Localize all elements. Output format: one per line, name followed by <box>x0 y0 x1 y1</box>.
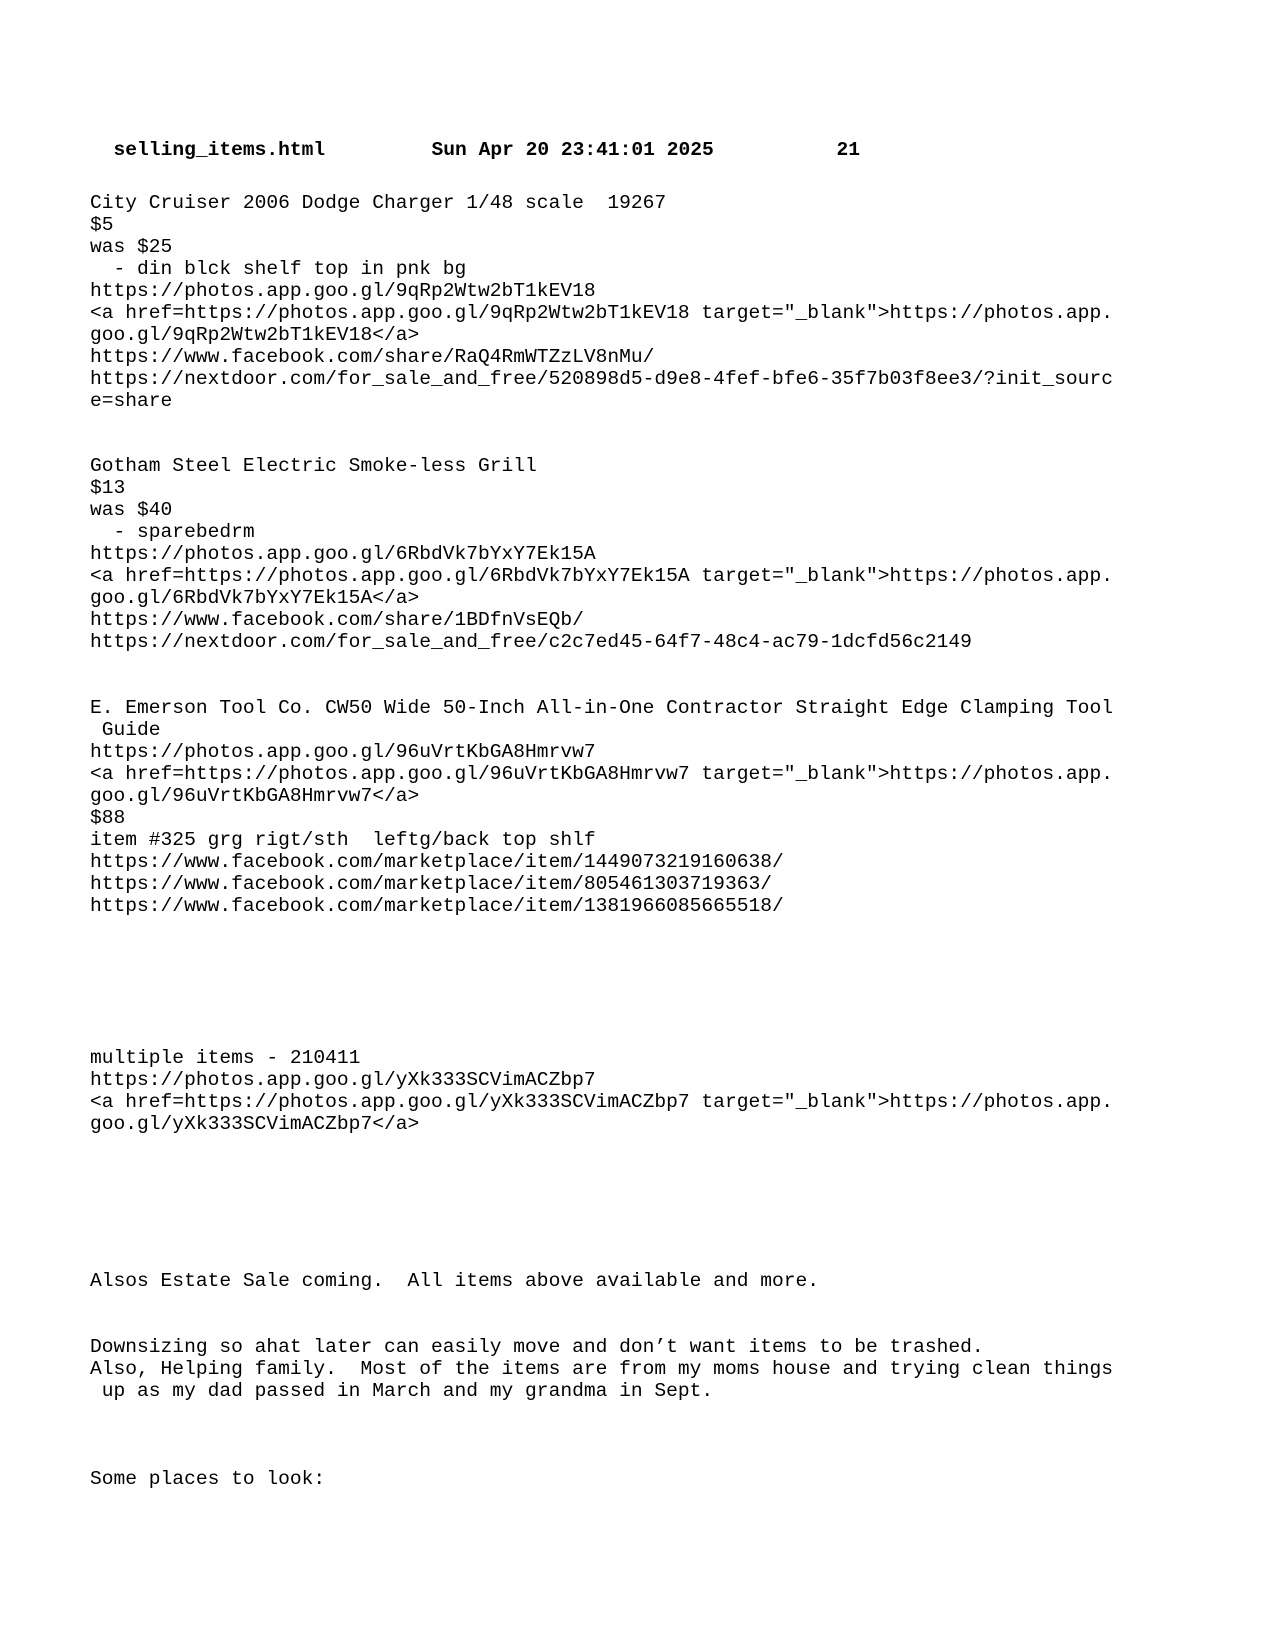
item-anchor-tag-cont: goo.gl/yXk333SCVimACZbp7</a> <box>90 1113 420 1135</box>
family-note: Also, Helping family. Most of the items are from my moms house and trying clean things <box>90 1358 1113 1380</box>
item-marketplace-url: https://www.facebook.com/marketplace/item/805461303719363/ <box>90 873 772 895</box>
item-anchor-tag: <a href=https://photos.app.goo.gl/9qRp2Wtw2bT1kEV18 target="_blank">https://photos.app. <box>90 302 1113 324</box>
item-marketplace-url: https://www.facebook.com/marketplace/item/1449073219160638/ <box>90 851 784 873</box>
item-nextdoor-url-cont: e=share <box>90 390 173 412</box>
item-location-note: - din blck shelf top in pnk bg <box>90 258 467 280</box>
item-location-note: item #325 grg rigt/sth leftg/back top shlf <box>90 829 596 851</box>
item-anchor-tag: <a href=https://photos.app.goo.gl/96uVrtKbGA8Hmrvw7 target="_blank">https://photos.app. <box>90 763 1113 785</box>
family-note-cont: up as my dad passed in March and my grandma in Sept. <box>90 1380 714 1402</box>
item-title: City Cruiser 2006 Dodge Charger 1/48 scale 19267 <box>90 192 667 214</box>
item-photo-url: https://photos.app.goo.gl/9qRp2Wtw2bT1kEV18 <box>90 280 596 302</box>
item-price: $88 <box>90 807 126 829</box>
item-photo-url: https://photos.app.goo.gl/yXk333SCVimACZbp7 <box>90 1069 596 1091</box>
header-page-number: 21 <box>836 139 861 161</box>
item-nextdoor-url: https://nextdoor.com/for_sale_and_free/c2c7ed45-64f7-48c4-ac79-1dcfd56c2149 <box>90 631 972 653</box>
item-anchor-tag: <a href=https://photos.app.goo.gl/6RbdVk7bYxY7Ek15A target="_blank">https://photos.app. <box>90 565 1113 587</box>
item-price: $5 <box>90 214 114 236</box>
item-price: $13 <box>90 477 126 499</box>
item-anchor-tag-cont: goo.gl/96uVrtKbGA8Hmrvw7</a> <box>90 785 420 807</box>
item-title: E. Emerson Tool Co. CW50 Wide 50-Inch All-in-One Contractor Straight Edge Clamping Tool <box>90 697 1113 719</box>
item-marketplace-url: https://www.facebook.com/marketplace/item/1381966085665518/ <box>90 895 784 917</box>
item-nextdoor-url: https://nextdoor.com/for_sale_and_free/520898d5-d9e8-4fef-bfe6-35f7b03f8ee3/?init_sourc <box>90 368 1113 390</box>
estate-sale-note: Alsos Estate Sale coming. All items above available and more. <box>90 1270 820 1292</box>
item-was-price: was $40 <box>90 499 173 521</box>
header-filename: selling_items.html <box>113 139 326 161</box>
page-header <box>90 116 860 162</box>
downsizing-note: Downsizing so ahat later can easily move and don’t want items to be trashed. <box>90 1336 984 1358</box>
item-location-note: - sparebedrm <box>90 521 255 543</box>
item-facebook-url: https://www.facebook.com/share/RaQ4RmWTZzLV8nMu/ <box>90 346 655 368</box>
item-title: multiple items - 210411 <box>90 1047 361 1069</box>
header-date: Sun Apr 20 23:41:01 2025 <box>431 139 714 161</box>
places-to-look-heading: Some places to look: <box>90 1468 326 1490</box>
item-facebook-url: https://www.facebook.com/share/1BDfnVsEQb/ <box>90 609 584 631</box>
item-photo-url: https://photos.app.goo.gl/6RbdVk7bYxY7Ek15A <box>90 543 596 565</box>
item-anchor-tag: <a href=https://photos.app.goo.gl/yXk333SCVimACZbp7 target="_blank">https://photos.app. <box>90 1091 1113 1113</box>
item-anchor-tag-cont: goo.gl/6RbdVk7bYxY7Ek15A</a> <box>90 587 420 609</box>
item-title-cont: Guide <box>90 719 161 741</box>
item-anchor-tag-cont: goo.gl/9qRp2Wtw2bT1kEV18</a> <box>90 324 420 346</box>
item-title: Gotham Steel Electric Smoke-less Grill <box>90 455 537 477</box>
item-was-price: was $25 <box>90 236 173 258</box>
item-photo-url: https://photos.app.goo.gl/96uVrtKbGA8Hmrvw7 <box>90 741 596 763</box>
